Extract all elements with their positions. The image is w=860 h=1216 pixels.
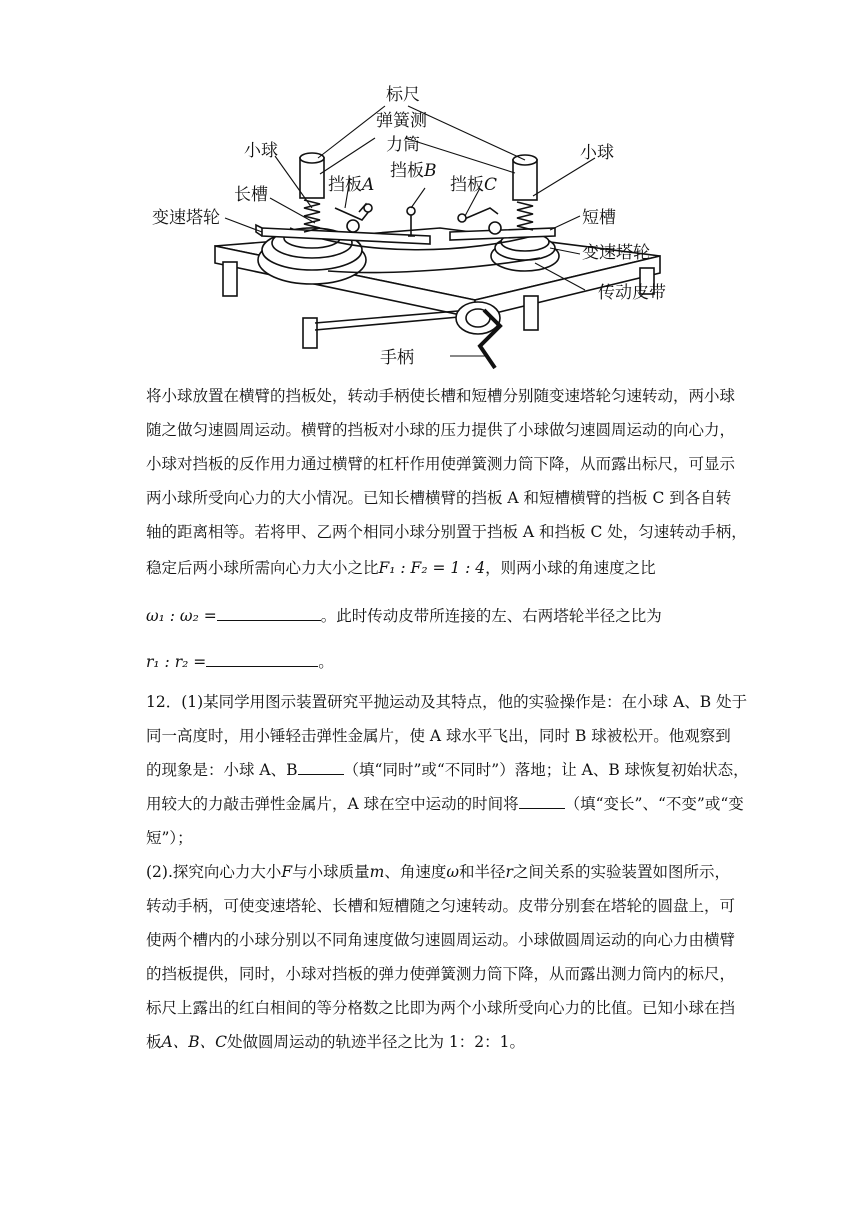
q12-line-4a: 用较大的力敲击弹性金属片，A 球在空中运动的时间将 [146,795,519,813]
leg-left [223,262,237,296]
answer-blank-time[interactable] [519,794,565,809]
label-tower-wheel-left: 变速塔轮 [152,208,220,228]
label-spring-2: 力筒 [386,135,420,155]
q12-line-7: 转动手柄，可使变速塔轮、长槽和短槽随之匀速转动。皮带分别套在塔轮的圆盘上，可 [146,897,736,915]
label-baffle-b: 挡板B [390,161,437,181]
left-spring-cylinder [300,158,324,198]
label-biaochi: 标尺 [386,85,420,105]
q12-line-5: 短”）； [146,829,193,847]
centripetal-apparatus-figure [140,78,720,378]
q11-line-2: 随之做匀速圆周运动。横臂的挡板对小球的压力提供了小球做匀速圆周运动的向心力， [146,421,736,439]
baffle-c [462,208,498,220]
baffle-letters: A、B、C [161,1033,227,1051]
label-ball-left: 小球 [244,141,278,161]
q11-line-6b: ，则两小球的角速度之比 [485,559,656,577]
label-handle: 手柄 [380,348,414,368]
q12-line-9: 的挡板提供，同时，小球对挡板的弹力使弹簧测力筒下降，从而露出测力筒内的标尺， [146,965,736,983]
q11-line-6a: 稳定后两小球所需向心力大小之比 [146,559,379,577]
var-omega: ω [446,863,460,881]
q12-line-3b: （填“同时”或“不同时”）落地；让 A、B 球恢复初始状态， [343,761,749,779]
q11-line-8b: 。 [318,653,334,671]
q12-line-10: 标尺上露出的红白相间的等分格数之比即为两个小球所受向心力的比值。已知小球在挡 [146,999,736,1017]
q12-line-2: 同一高度时，用小锤轻击弹性金属片，使 A 球水平飞出，同时 B 球被松开。他观察到 [146,727,731,745]
left-ball [347,220,359,232]
q12-line-6b: 与小球质量 [292,863,370,881]
answer-blank-omega[interactable] [217,606,321,621]
var-r: r [505,863,513,881]
leg-mid [303,318,317,348]
q11-line-7b: 。此时传动皮带所连接的左、右两塔轮半径之比为 [320,607,662,625]
label-ball-right: 小球 [580,143,614,163]
q11-line-8 [146,652,334,672]
q11-line-6 [146,558,656,578]
apparatus-drawing [140,78,720,378]
answer-blank-radius[interactable] [206,652,318,667]
label-tower-wheel-right: 变速塔轮 [582,243,650,263]
q11-line-4: 两小球所受向心力的大小情况。已知长槽横臂的挡板 A 和短槽横臂的挡板 C 到各自转 [146,489,732,507]
q12-line-11b: 处做圆周运动的轨迹半径之比为 1：2：1。 [226,1033,525,1051]
q12-line-11 [146,1032,525,1052]
q11-line-5: 轴的距离相等。若将甲、乙两个相同小球分别置于挡板 A 和挡板 C 处，匀速转动手柄， [146,523,747,541]
q11-line-1: 将小球放置在横臂的挡板处，转动手柄使长槽和短槽分别随变速塔轮匀速转动，两小球 [146,387,736,405]
var-F: F [281,863,293,881]
radius-ratio: r₁ : r₂ = [146,653,207,671]
q12-line-6a: (2).探究向心力大小 [146,863,282,881]
answer-blank-landing[interactable] [298,760,344,775]
label-baffle-a: 挡板A [328,175,375,195]
var-m: m [369,863,385,881]
label-short-groove: 短槽 [582,208,616,228]
force-ratio: F₁ : F₂ = 1 : 4 [378,559,486,577]
right-spring-cylinder [513,160,537,200]
q12-line-4 [146,794,744,814]
q12-line-6e: 之间关系的实验装置如图所示， [512,863,730,881]
q11-line-7 [146,606,662,626]
q12-line-3a: 的现象是：小球 A、B [146,761,298,779]
q12-line-1: 12．(1)某同学用图示装置研究平抛运动及其特点，他的实验操作是：在小球 A、B 处于 [146,693,748,711]
q12-line-8: 使两个槽内的小球分别以不同角速度做匀速圆周运动。小球做圆周运动的向心力由横臂 [146,931,736,949]
q12-line-4b: （填“变长”、“不变”或“变 [564,795,744,813]
q11-line-3: 小球对挡板的反作用力通过横臂的杠杆作用使弹簧测力筒下降，从而露出标尺，可显示 [146,455,736,473]
q12-line-6d: 和半径 [459,863,506,881]
label-spring-1: 弹簧测 [376,111,427,131]
q12-line-11a: 板 [146,1033,162,1051]
q12-line-6c: 、角速度 [384,863,447,881]
label-long-groove: 长槽 [234,185,268,205]
label-drive-belt: 传动皮带 [598,283,666,303]
leg-right [524,296,538,330]
right-ball [489,222,501,234]
label-baffle-c: 挡板C [450,175,498,195]
q12-line-6 [146,862,730,882]
under-belt [315,310,470,330]
q12-line-3 [146,760,749,780]
right-spring [517,202,533,230]
omega-ratio: ω₁ : ω₂ = [146,607,217,625]
